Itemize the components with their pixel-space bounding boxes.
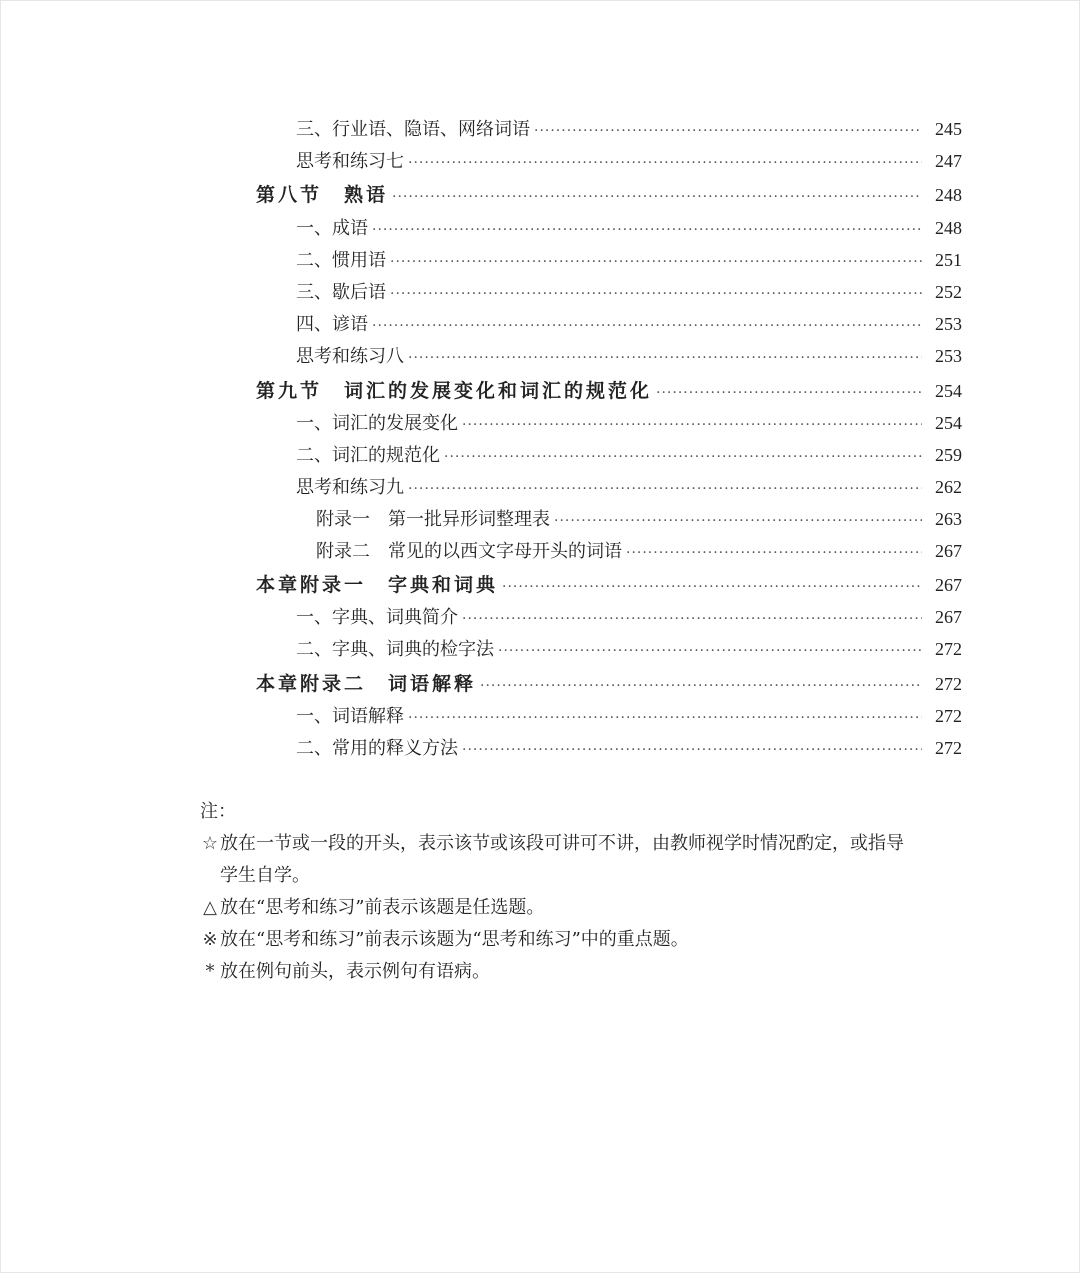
toc-entry[interactable] [316, 507, 962, 533]
dot-leader [498, 639, 922, 663]
dot-leader [408, 477, 922, 501]
toc-section[interactable] [256, 672, 962, 698]
dot-leader [372, 314, 922, 338]
toc-entry-page: 253 [935, 346, 962, 366]
toc-entry-page: 263 [935, 509, 962, 529]
dot-leader [554, 509, 922, 533]
toc-section-title: 本章附录二 词语解释 [256, 673, 477, 695]
dot-leader [534, 119, 922, 143]
asterisk-icon: * [205, 961, 215, 982]
star-icon: ☆ [201, 833, 219, 854]
toc-entry-title: 四、谚语 [296, 314, 368, 335]
toc-entry-page: 262 [935, 477, 962, 497]
toc-entry[interactable] [296, 704, 962, 730]
toc-entry[interactable] [296, 411, 962, 437]
toc-entry[interactable] [296, 149, 962, 175]
notes-section [200, 796, 980, 988]
toc-entry-title: 一、词汇的发展变化 [296, 413, 458, 434]
toc-entry-title: 二、词汇的规范化 [296, 445, 440, 466]
toc-section[interactable] [256, 183, 962, 209]
note-continuation: 学生自学。 [220, 865, 310, 886]
toc-entry[interactable] [296, 117, 962, 143]
dot-leader [502, 575, 922, 599]
toc-entry-title: 二、字典、词典的检字法 [296, 639, 494, 660]
toc-entry[interactable] [316, 539, 962, 565]
toc-section[interactable] [256, 379, 962, 405]
toc-entry-title: 三、行业语、隐语、网络词语 [296, 119, 530, 140]
toc-entry[interactable] [296, 312, 962, 338]
toc-entry-page: 272 [935, 738, 962, 758]
toc-section-title: 第九节 词汇的发展变化和词汇的规范化 [256, 380, 653, 402]
toc-entry-title: 一、字典、词典简介 [296, 607, 458, 628]
toc-entry-page: 245 [935, 119, 962, 139]
toc-entry[interactable] [296, 605, 962, 631]
toc-entry-title: 二、常用的释义方法 [296, 738, 458, 759]
toc-section-title: 第八节 熟语 [256, 184, 389, 206]
toc-entry-page: 272 [935, 706, 962, 726]
toc-entry-title: 思考和练习七 [296, 151, 404, 172]
dot-leader [480, 674, 922, 698]
toc-entry-page: 252 [935, 282, 962, 302]
toc-entry[interactable] [296, 637, 962, 663]
note-text: 放在“思考和练习”前表示该题为“思考和练习”中的重点题。 [220, 929, 689, 950]
note-text: 放在一节或一段的开头，表示该节或该段可讲可不讲，由教师视学时情况酌定，或指导 [220, 833, 904, 854]
dot-leader [390, 282, 922, 306]
toc-entry-page: 248 [935, 218, 962, 238]
toc-entry-title: 思考和练习八 [296, 346, 404, 367]
toc-entry-page: 267 [935, 607, 962, 627]
toc-section[interactable] [256, 573, 962, 599]
toc-entry-page: 253 [935, 314, 962, 334]
dot-leader [444, 445, 922, 469]
toc-section-title: 本章附录一 字典和词典 [256, 574, 499, 596]
toc-entry-title: 附录二 常见的以西文字母开头的词语 [316, 541, 622, 562]
note-item-star [200, 828, 980, 860]
toc-entry[interactable] [296, 280, 962, 306]
dot-leader [462, 738, 922, 762]
dot-leader [462, 607, 922, 631]
toc-entry[interactable] [296, 736, 962, 762]
toc-entry-page: 251 [935, 250, 962, 270]
toc-entry[interactable] [296, 344, 962, 370]
toc-entry-title: 思考和练习九 [296, 477, 404, 498]
toc-section-page: 272 [935, 674, 962, 694]
toc-section-page: 248 [935, 185, 962, 205]
note-item-reference-mark [200, 924, 980, 956]
dot-leader [408, 346, 922, 370]
toc-entry-title: 三、歇后语 [296, 282, 386, 303]
note-item-triangle [200, 892, 980, 924]
toc-entry-page: 272 [935, 639, 962, 659]
note-text: 放在例句前头，表示例句有语病。 [220, 961, 490, 982]
note-item-asterisk [200, 956, 980, 988]
toc-entry[interactable] [296, 475, 962, 501]
toc-entry[interactable] [296, 248, 962, 274]
dot-leader [626, 541, 922, 565]
dot-leader [656, 381, 922, 405]
dot-leader [390, 250, 922, 274]
toc-entry-page: 254 [935, 413, 962, 433]
dot-leader [392, 185, 922, 209]
dot-leader [372, 218, 922, 242]
toc-entry[interactable] [296, 443, 962, 469]
toc-section-page: 267 [935, 575, 962, 595]
toc-entry-page: 267 [935, 541, 962, 561]
toc-entry-page: 259 [935, 445, 962, 465]
toc-entry-title: 二、惯用语 [296, 250, 386, 271]
note-text: 放在“思考和练习”前表示该题是任选题。 [220, 897, 545, 918]
reference-mark-icon: ※ [202, 929, 218, 950]
toc-entry-title: 一、词语解释 [296, 706, 404, 727]
toc-entry-page: 247 [935, 151, 962, 171]
toc-entry-title: 附录一 第一批异形词整理表 [316, 509, 550, 530]
toc-entry[interactable] [296, 216, 962, 242]
toc-entry-title: 一、成语 [296, 218, 368, 239]
dot-leader [408, 151, 922, 175]
dot-leader [462, 413, 922, 437]
dot-leader [408, 706, 922, 730]
triangle-icon: △ [203, 897, 217, 918]
notes-heading: 注： [200, 801, 236, 822]
toc-section-page: 254 [935, 381, 962, 401]
